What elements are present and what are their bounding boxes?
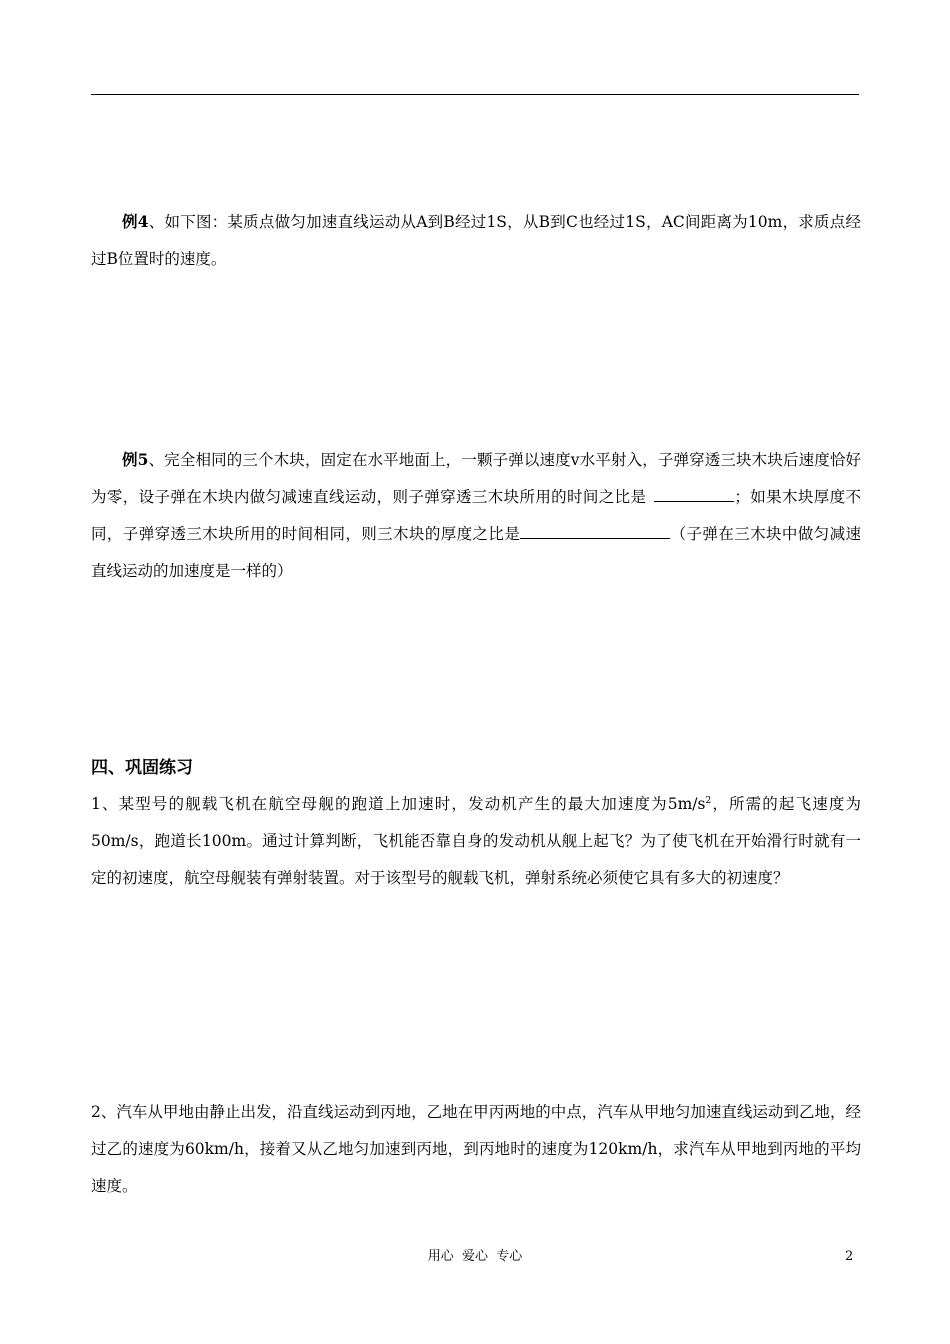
header-rule xyxy=(91,94,859,95)
exercise-2-text: 2、汽车从甲地由静止出发，沿直线运动到丙地，乙地在甲丙两地的中点，汽车从甲地匀加速直线运动到乙地，经过乙的速度为60km/h，接着又从乙地匀加速到丙地，到丙地时的速度为120km/h，求汽车从甲地到丙地的平均速度。 xyxy=(91,1103,861,1195)
example-5-text-part1: 、完全相同的三个木块，固定在水平地面上，一颗子弹以速度v水平射入，子弹穿透三块木块后速度恰好为零，设子弹在木块内做匀减速直线运动，则子弹穿透三木块所用的时间之比是 xyxy=(91,451,861,506)
example-5-label: 例5 xyxy=(122,450,149,469)
example-5-paragraph xyxy=(91,441,861,590)
example-4-paragraph xyxy=(91,203,861,278)
exercise-1-text-part2: ，所需的起飞速度为50m/s，跑道长100m。通过计算判断，飞机能否靠自身的发动机从舰上起飞？为了使飞机在开始滑行时就有一定的初速度，航空母舰装有弹射装置。对于该型号的舰载飞机，弹射系统必须使它具有多大的初速度？ xyxy=(91,795,861,887)
example-5-text-part3: （子弹在三木块中做匀减速直线运动的加速度是一样的） xyxy=(91,525,861,580)
section-heading: 四、巩固练习 xyxy=(91,758,193,778)
example-5-text-part2: ；如果木块厚度不同，子弹穿透三木块所用的时间相同，则三木块的厚度之比是 xyxy=(91,488,861,543)
example-4-text: 、如下图：某质点做匀加速直线运动从A到B经过1S，从B到C也经过1S，AC间距离为10m，求质点经过B位置时的速度。 xyxy=(91,213,861,268)
exercise-1-superscript: 2 xyxy=(705,795,712,806)
page-number: 2 xyxy=(845,1249,854,1264)
exercise-1-text-part1: 1、某型号的舰载飞机在航空母舰的跑道上加速时，发动机产生的最大加速度为5m/s xyxy=(91,795,706,813)
exercise-1-paragraph xyxy=(91,786,861,897)
exercise-2-paragraph xyxy=(91,1094,861,1205)
thickness-ratio-blank[interactable] xyxy=(520,520,670,539)
example-4-label: 例4 xyxy=(122,212,149,231)
footer-motto: 用心 爱心 专心 xyxy=(427,1249,523,1264)
time-ratio-blank[interactable] xyxy=(654,483,734,502)
